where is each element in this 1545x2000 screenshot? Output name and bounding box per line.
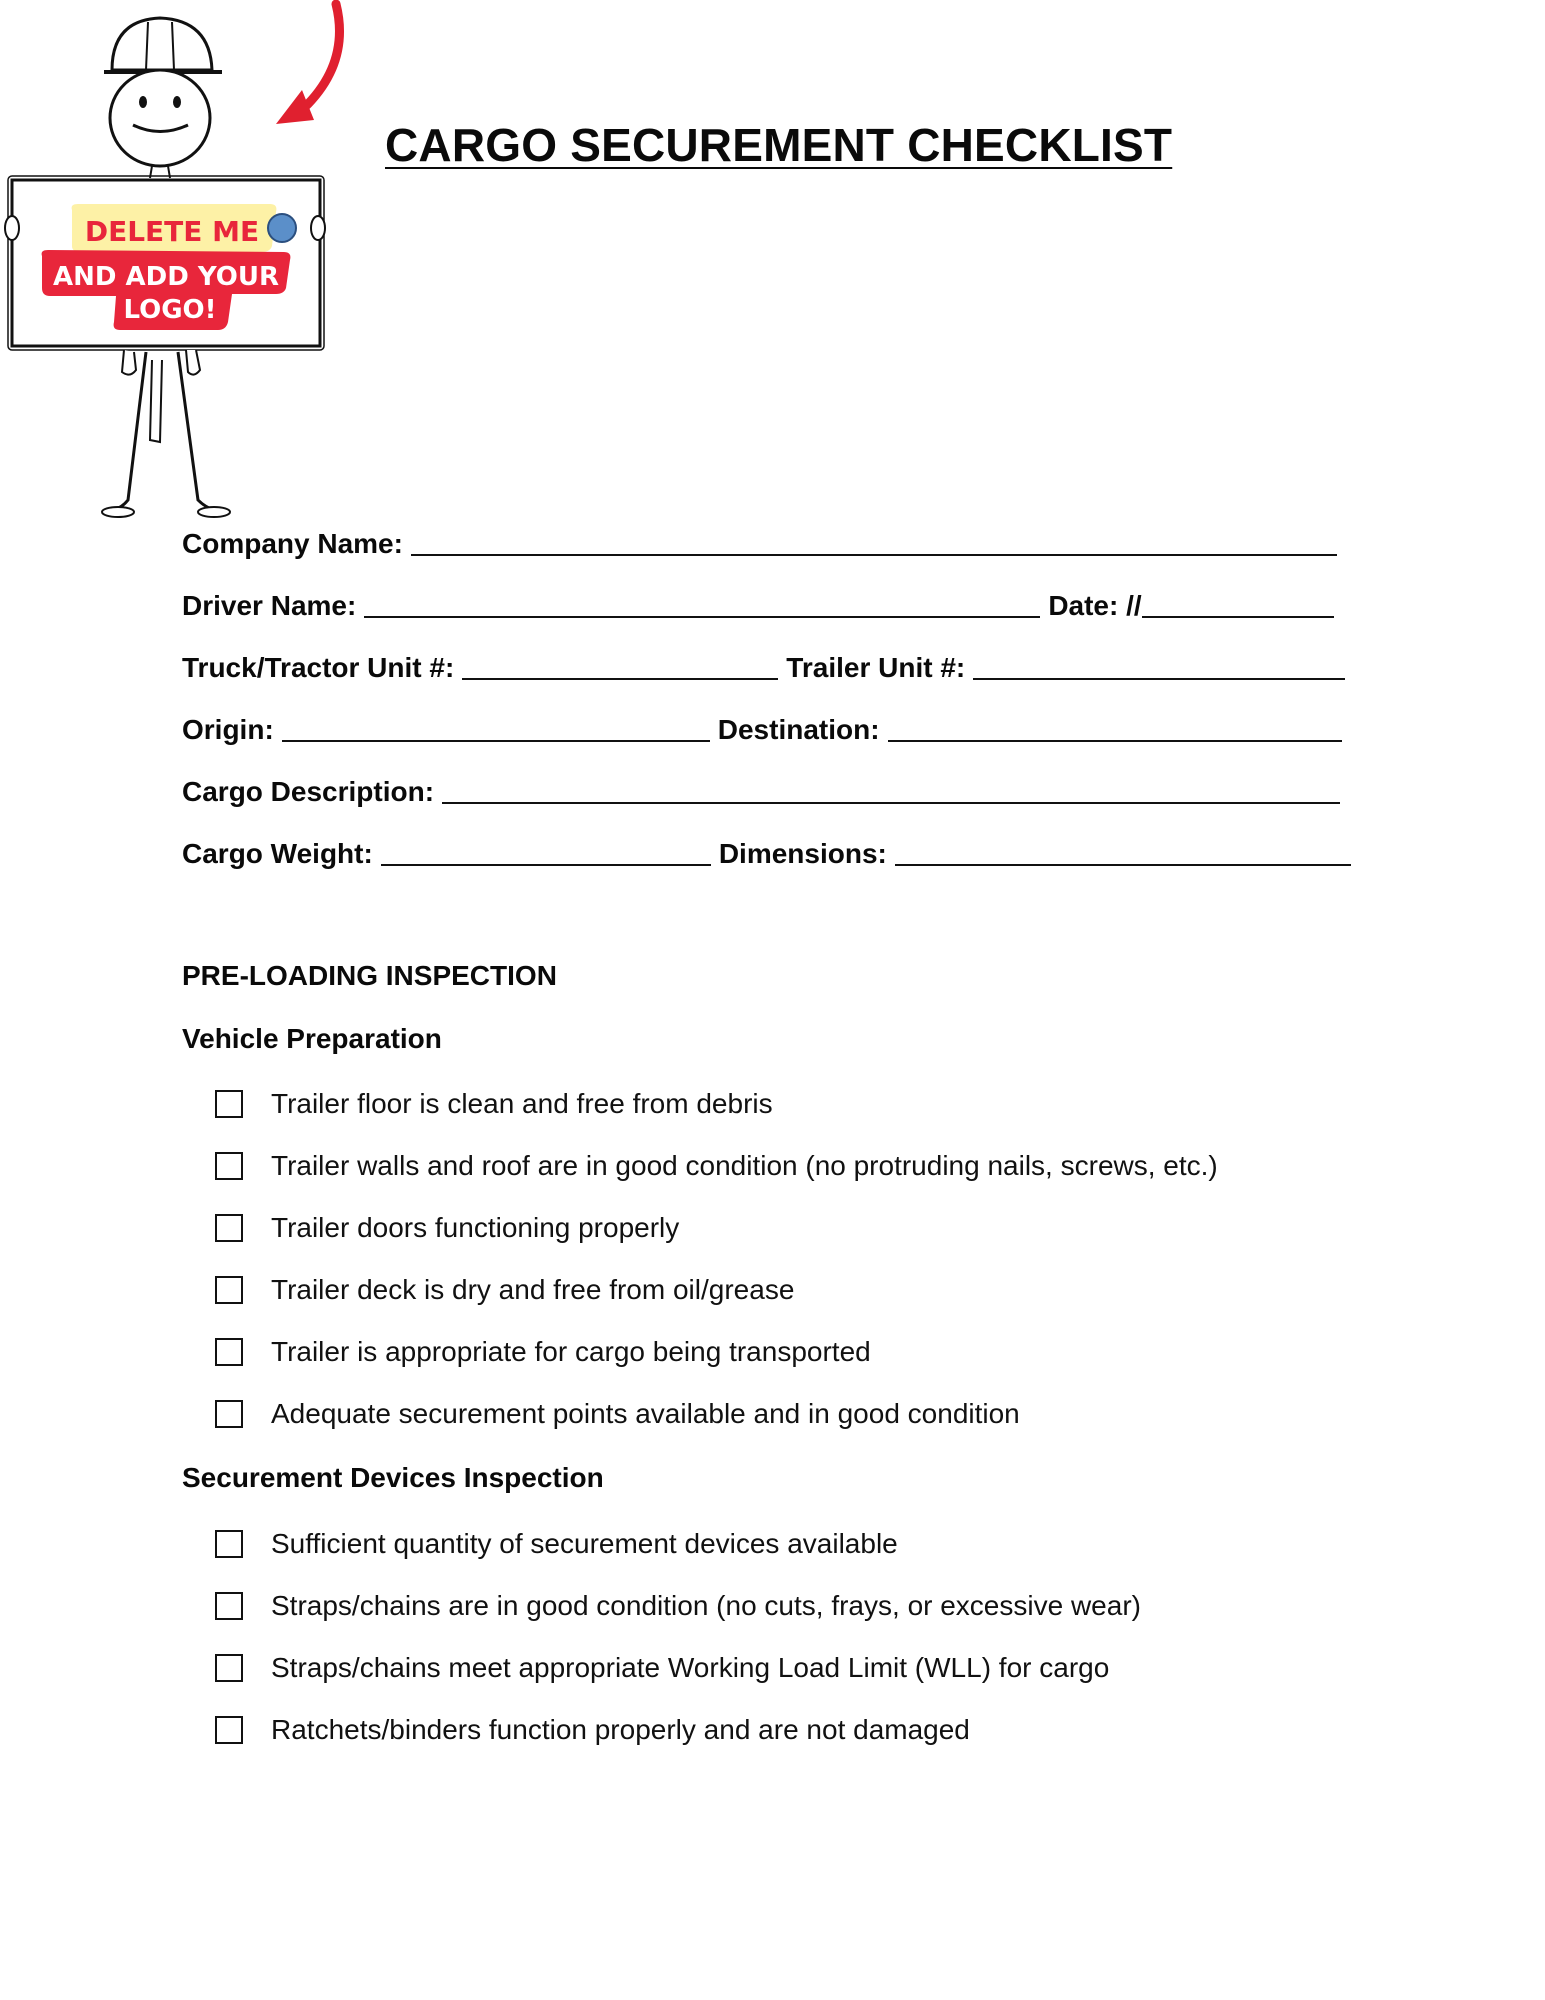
device-check-item[interactable] xyxy=(215,1710,970,1750)
vehicle-check-item[interactable] xyxy=(215,1270,794,1310)
destination-field[interactable] xyxy=(888,710,1342,742)
devices-inspection-title: Securement Devices Inspection xyxy=(182,1462,604,1493)
logo-text-line3: LOGO! xyxy=(123,295,217,325)
cargo-description-row xyxy=(182,768,1340,808)
checkbox[interactable] xyxy=(215,1400,243,1428)
origin-destination-row xyxy=(182,706,1342,746)
driver-name-field[interactable] xyxy=(364,586,1040,618)
check-item-label: Adequate securement points available and in good condition xyxy=(271,1398,1020,1429)
checkbox[interactable] xyxy=(215,1530,243,1558)
company-name-field[interactable] xyxy=(411,524,1337,556)
device-check-item[interactable] xyxy=(215,1648,1109,1688)
checkbox[interactable] xyxy=(215,1338,243,1366)
checkbox[interactable] xyxy=(215,1152,243,1180)
device-check-item[interactable] xyxy=(215,1524,898,1564)
vehicle-check-item[interactable] xyxy=(215,1332,871,1372)
truck-unit-field[interactable] xyxy=(462,648,778,680)
check-item-label: Trailer deck is dry and free from oil/grease xyxy=(271,1274,795,1305)
cargo-description-label: Cargo Description: xyxy=(182,776,435,807)
checkbox[interactable] xyxy=(215,1592,243,1620)
origin-label: Origin: xyxy=(182,714,274,745)
checkbox[interactable] xyxy=(215,1716,243,1744)
cargo-weight-field[interactable] xyxy=(381,834,711,866)
driver-date-row xyxy=(182,582,1334,622)
pre-loading-title: PRE-LOADING INSPECTION xyxy=(182,960,557,991)
dimensions-field[interactable] xyxy=(895,834,1351,866)
check-item-label: Sufficient quantity of securement devices available xyxy=(271,1528,898,1559)
weight-dimensions-row xyxy=(182,830,1351,870)
truck-unit-label: Truck/Tractor Unit #: xyxy=(182,652,455,683)
device-check-item[interactable] xyxy=(215,1586,1141,1626)
trailer-unit-label: Trailer Unit #: xyxy=(786,652,966,683)
check-item-label: Straps/chains meet appropriate Working Load Limit (WLL) for cargo xyxy=(271,1652,1110,1683)
logo-text-line1: DELETE ME xyxy=(84,215,260,248)
vehicle-check-item[interactable] xyxy=(215,1084,773,1124)
checkbox[interactable] xyxy=(215,1276,243,1304)
checkbox[interactable] xyxy=(215,1090,243,1118)
unit-row xyxy=(182,644,1345,684)
pointer-arrow-icon xyxy=(262,0,362,140)
destination-label: Destination: xyxy=(717,714,880,745)
checkbox[interactable] xyxy=(215,1214,243,1242)
logo-text-line2: AND ADD YOUR xyxy=(53,262,279,292)
check-item-label: Ratchets/binders function properly and are not damaged xyxy=(271,1714,970,1745)
checkbox[interactable] xyxy=(215,1654,243,1682)
date-field[interactable] xyxy=(1142,586,1334,618)
company-name-label: Company Name: xyxy=(182,528,403,559)
check-item-label: Trailer walls and roof are in good condition (no protruding nails, screws, etc.) xyxy=(271,1150,1218,1181)
cargo-weight-label: Cargo Weight: xyxy=(182,838,373,869)
check-item-label: Straps/chains are in good condition (no cuts, frays, or excessive wear) xyxy=(271,1590,1141,1621)
cargo-description-field[interactable] xyxy=(442,772,1340,804)
vehicle-check-item[interactable] xyxy=(215,1394,1020,1434)
check-item-label: Trailer doors functioning properly xyxy=(271,1212,680,1243)
trailer-unit-field[interactable] xyxy=(973,648,1345,680)
check-item-label: Trailer is appropriate for cargo being transported xyxy=(271,1336,871,1367)
page-title: CARGO SECUREMENT CHECKLIST xyxy=(385,119,1173,171)
check-item-label: Trailer floor is clean and free from debris xyxy=(271,1088,773,1119)
driver-name-label: Driver Name: xyxy=(182,590,357,621)
vehicle-check-item[interactable] xyxy=(215,1146,1218,1186)
dimensions-label: Dimensions: xyxy=(718,838,887,869)
vehicle-preparation-title: Vehicle Preparation xyxy=(182,1023,442,1054)
company-name-row xyxy=(182,520,1337,560)
origin-field[interactable] xyxy=(282,710,710,742)
vehicle-check-item[interactable] xyxy=(215,1208,679,1248)
date-label: Date: // xyxy=(1048,590,1142,621)
